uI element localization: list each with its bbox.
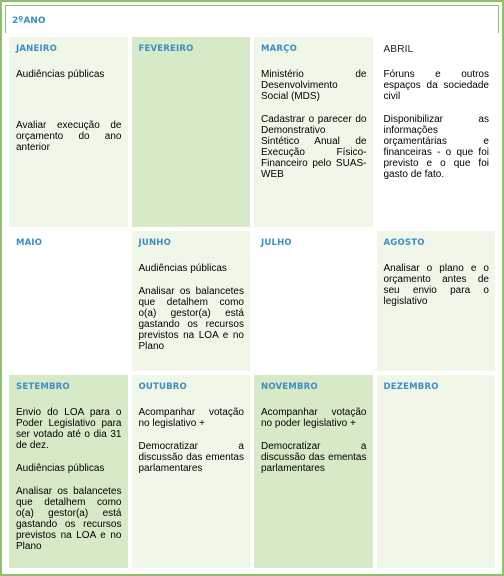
cell-setembro — [9, 375, 128, 568]
activity-text: Ministério de Desenvolvimento Social (MDS) — [261, 69, 367, 102]
activity-text: Audiências públicas — [16, 69, 105, 80]
cell-fevereiro — [132, 37, 251, 227]
year-header — [5, 5, 499, 33]
month-title: ABRIL — [383, 44, 414, 55]
month-title: MARÇO — [261, 44, 298, 54]
activity-text: Analisar o plano e o orçamento antes de seu envio para o legislativo — [383, 263, 489, 307]
activity-text: Disponibilizar as informações orçamentárias e financeiras - o que foi previsto e o que foi gasto de fato. — [383, 114, 489, 180]
activity-text: Acompanhar votação no poder legislativo + — [261, 407, 367, 429]
year-label: 2ºANO — [12, 16, 46, 26]
activity-text: Analisar os balancetes que detalhem como o(a) gestor(a) está gastando os recursos previstos na LOA e no Plano — [16, 486, 122, 552]
calendar-row — [9, 37, 495, 227]
cell-junho — [132, 231, 251, 371]
activity-text: Audiências públicas — [16, 463, 105, 474]
calendar-row — [9, 231, 495, 371]
month-title: MAIO — [16, 238, 43, 248]
cell-dezembro — [377, 375, 496, 568]
cell-julho — [254, 231, 373, 371]
activity-text: Cadastrar o parecer do Demonstrativo Sintético Anual de Execução Físico- Financeiro pelo SUAS-WEB — [261, 114, 367, 180]
month-title: JUNHO — [138, 238, 172, 248]
month-title: NOVEMBRO — [261, 382, 318, 392]
activity-text: Envio do LOA para o Poder Legislativo para ser votado até o dia 31 de dez. — [16, 407, 122, 451]
activity-text: Acompanhar votação no legislativo + — [138, 407, 244, 429]
cell-marco — [254, 37, 373, 227]
activity-text: Audiências públicas — [138, 263, 227, 274]
activity-text: Democratizar a discussão das ementas parlamentares — [138, 441, 244, 474]
cell-outubro — [132, 375, 251, 568]
month-title: FEVEREIRO — [138, 44, 194, 54]
activity-text: Democratizar a discussão das ementas parlamentares — [261, 441, 367, 474]
calendar-row — [9, 375, 495, 568]
cell-novembro — [254, 375, 373, 568]
month-title: AGOSTO — [383, 238, 425, 248]
month-title: JULHO — [261, 238, 292, 248]
activity-text: Fóruns e outros espaços da sociedade civil — [383, 69, 489, 102]
activity-text: Analisar os balancetes que detalhem como o(a) gestor(a) está gastando os recursos previstos na LOA e no Plano — [138, 286, 244, 352]
month-title: DEZEMBRO — [383, 382, 439, 392]
cell-janeiro — [9, 37, 128, 227]
cell-agosto — [377, 231, 496, 371]
month-title: OUTUBRO — [138, 382, 187, 392]
activity-text: Avaliar execução de orçamento do ano anterior — [16, 120, 122, 153]
monthly-calendar-table — [5, 33, 499, 572]
month-title: SETEMBRO — [16, 382, 70, 392]
cell-maio — [9, 231, 128, 371]
cell-abril — [377, 37, 496, 227]
month-title: JANEIRO — [16, 44, 57, 54]
